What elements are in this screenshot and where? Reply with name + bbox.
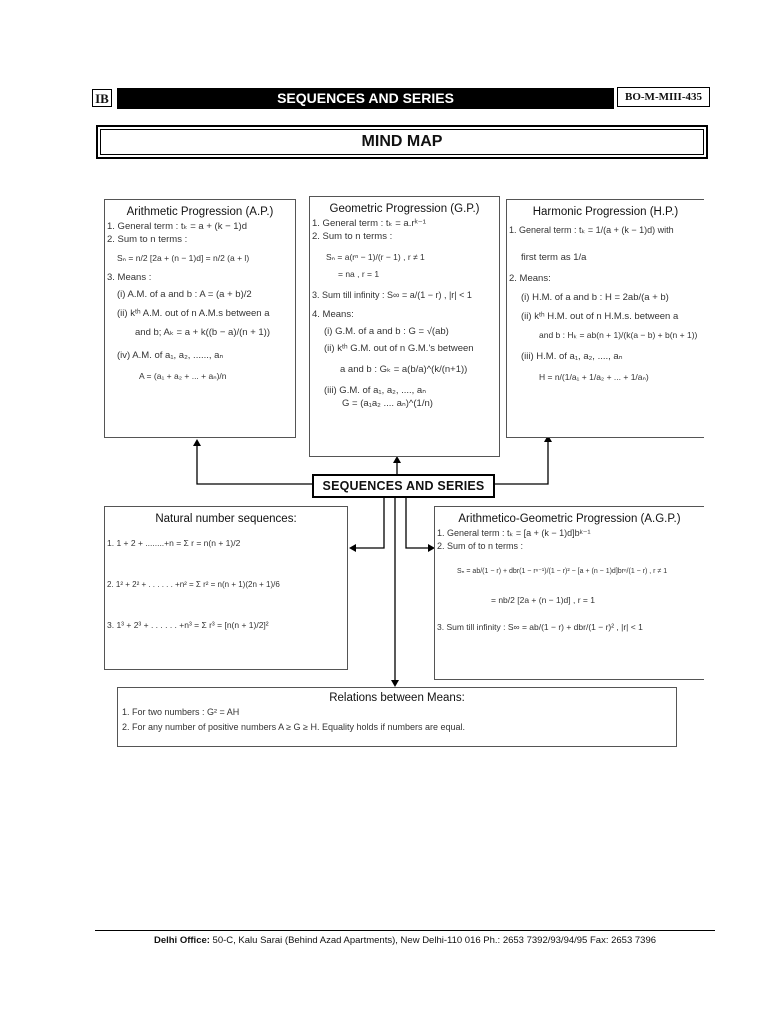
- agp-sum-r1: = nb/2 [2a + (n − 1)d] , r = 1: [491, 595, 595, 605]
- hp-general-term: 1. General term : tₖ = 1/(a + (k − 1)d) with: [509, 225, 674, 235]
- header-title: SEQUENCES AND SERIES: [117, 88, 614, 109]
- gp-gm-n-formula: G = (a₁a₂ .... aₙ)^(1/n): [342, 398, 433, 409]
- gp-kth-gm-formula: a and b : Gₖ = a(b/a)^(k/(n+1)): [340, 364, 468, 375]
- ap-kth-am: (ii) kᵗʰ A.M. out of n A.M.s between a: [117, 308, 270, 319]
- relations-box: [117, 687, 677, 747]
- hp-first-term: first term as 1/a: [521, 252, 587, 263]
- relations-positive-numbers: 2. For any number of positive numbers A ≥ G ≥ H. Equality holds if numbers are equal.: [122, 722, 466, 732]
- relations-two-numbers: 1. For two numbers : G² = AH: [122, 707, 240, 717]
- gp-sum-r1: = na , r = 1: [338, 269, 380, 279]
- gp-sum-infinity: 3. Sum till infinity : S∞ = a/(1 − r) , |r| < 1: [312, 290, 472, 300]
- hp-hm-n: (iii) H.M. of a₁, a₂, ...., aₙ: [521, 351, 623, 362]
- footer-text: 50-C, Kalu Sarai (Behind Azad Apartments), New Delhi-110 016 Ph.: 2653 7392/93/94/95 Fax: 2653 7396: [209, 935, 657, 946]
- gp-general-term: 1. General term : tₖ = a.rᵏ⁻¹: [312, 218, 426, 229]
- ap-kth-am-formula: and b; Aₖ = a + k((b − a)/(n + 1)): [135, 327, 271, 338]
- relations-title: Relations between Means:: [329, 692, 465, 704]
- ib-logo: IB: [92, 89, 112, 107]
- agp-sum-infinity: 3. Sum till infinity : S∞ = ab/(1 − r) + dbr/(1 − r)² , |r| < 1: [437, 622, 643, 632]
- gp-sum-label: 2. Sum to n terms :: [312, 231, 393, 242]
- ap-sum-formula: Sₙ = n/2 [2a + (n − 1)d] = n/2 (a + l): [117, 253, 250, 263]
- footer-rule: [95, 930, 715, 931]
- agp-sum-formula: Sₙ = ab/(1 − r) + dbr(1 − rⁿ⁻¹)/(1 − r)² − [a + (n − 1)d]brⁿ/(1 − r) , r ≠ 1: [457, 568, 668, 575]
- footer-address: [95, 935, 715, 946]
- hp-kth-hm: (ii) kᵗʰ H.M. out of n H.M.s. between a: [521, 311, 679, 322]
- ap-am-n: (iv) A.M. of a₁, a₂, ......, aₙ: [117, 350, 224, 361]
- natural-sum-n: 1. 1 + 2 + ........+n = Σ r = n(n + 1)/2: [107, 538, 241, 548]
- gp-gm-two: (i) G.M. of a and b : G = √(ab): [324, 326, 449, 337]
- natural-title: Natural number sequences:: [155, 513, 297, 525]
- ap-means-label: 3. Means :: [107, 272, 152, 283]
- gp-gm-n: (iii) G.M. of a₁, a₂, ...., aₙ: [324, 385, 427, 396]
- agp-sum-label: 2. Sum of to n terms :: [437, 541, 524, 551]
- natural-sum-n3: 3. 1³ + 2³ + . . . . . . +n³ = Σ r³ = [n(n + 1)/2]²: [107, 620, 269, 630]
- ap-sum-label: 2. Sum to n terms :: [107, 234, 188, 245]
- hp-kth-hm-formula: and b : Hₖ = ab(n + 1)/(k(a − b) + b(n + 1)): [539, 330, 698, 340]
- footer-label: Delhi Office:: [153, 935, 210, 946]
- ap-am-n-formula: A = (a₁ + a₂ + ... + aₙ)/n: [139, 371, 227, 381]
- gp-box: [309, 196, 500, 457]
- natural-box: [104, 506, 348, 670]
- gp-means-label: 4. Means:: [312, 309, 354, 320]
- agp-box: [434, 506, 704, 680]
- gp-sum-formula: Sₙ = a(rⁿ − 1)/(r − 1) , r ≠ 1: [326, 252, 425, 262]
- agp-title: Arithmetico-Geometric Progression (A.G.P.): [458, 513, 681, 525]
- gp-kth-gm: (ii) kᵗʰ G.M. out of n G.M.'s between: [324, 343, 474, 354]
- agp-general-term: 1. General term : tₖ = [a + (k − 1)d]bᵏ⁻¹: [437, 528, 591, 538]
- ap-general-term: 1. General term : tₖ = a + (k − 1)d: [107, 221, 248, 232]
- hp-box: [506, 199, 704, 438]
- gp-title: Geometric Progression (G.P.): [329, 203, 480, 215]
- ap-am-two: (i) A.M. of a and b : A = (a + b)/2: [117, 289, 252, 300]
- mindmap-title: MIND MAP: [100, 129, 704, 155]
- hp-means-label: 2. Means:: [509, 273, 551, 284]
- document-code: BO-M-MIII-435: [617, 87, 710, 107]
- center-node: SEQUENCES AND SERIES: [312, 474, 495, 498]
- hp-hm-n-formula: H = n/(1/a₁ + 1/a₂ + ... + 1/aₙ): [539, 372, 649, 382]
- hp-hm-two: (i) H.M. of a and b : H = 2ab/(a + b): [521, 292, 669, 303]
- hp-title: Harmonic Progression (H.P.): [532, 206, 679, 218]
- ap-box: [104, 199, 296, 438]
- natural-sum-n2: 2. 1² + 2² + . . . . . . +n² = Σ r² = n(n + 1)(2n + 1)/6: [107, 580, 280, 589]
- ap-title: Arithmetic Progression (A.P.): [126, 206, 274, 218]
